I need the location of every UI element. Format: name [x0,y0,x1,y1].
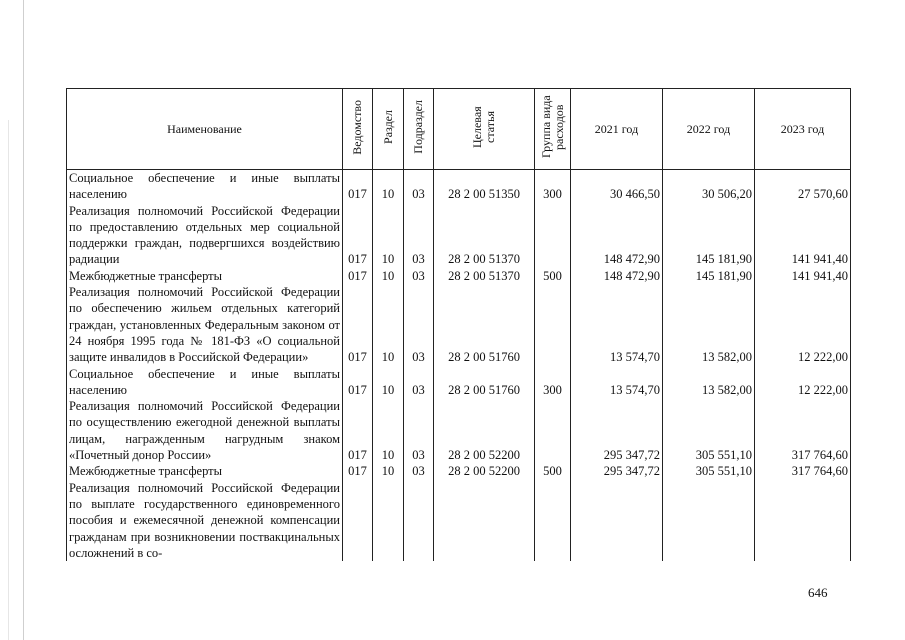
row-2022: 305 551,10 [663,398,755,463]
row-vedomstvo: 017 [343,463,373,479]
row-name: Реализация полномочий Российской Федерации по выплате государственного единовременного пособия и ежемесячной денежной компенсации гражданам при возникновении поствакцинальных осложнений в со- [67,480,343,561]
table-body [67,170,851,562]
row-vedomstvo: 017 [343,366,373,399]
row-vedomstvo: 017 [343,284,373,365]
row-2021: 13 574,70 [571,366,663,399]
row-2021: 295 347,72 [571,398,663,463]
row-gruppa [535,203,571,268]
row-podrazdel: 03 [404,463,434,479]
row-2023 [755,480,851,561]
row-podrazdel: 03 [404,366,434,399]
row-gruppa: 500 [535,268,571,284]
row-celevaya: 28 2 00 51370 [434,203,535,268]
row-vedomstvo: 017 [343,398,373,463]
table-row [67,366,851,399]
row-vedomstvo: 017 [343,203,373,268]
row-2023: 141 941,40 [755,268,851,284]
row-razdel: 10 [373,203,404,268]
header-gruppa-vida-raskhodov: Группа вида расходов [538,95,566,159]
row-name: Социальное обеспечение и иные выплаты населению [67,170,343,203]
row-razdel: 10 [373,284,404,365]
row-podrazdel: 03 [404,284,434,365]
row-2021: 30 466,50 [571,170,663,203]
row-celevaya: 28 2 00 52200 [434,398,535,463]
row-celevaya: 28 2 00 51350 [434,170,535,203]
header-2023: 2023 год [755,89,851,170]
header-2022: 2022 год [663,89,755,170]
row-razdel [373,480,404,561]
header-podrazdel: Подраздел [411,100,425,154]
row-celevaya: 28 2 00 51760 [434,366,535,399]
budget-table [66,88,851,561]
row-2021: 148 472,90 [571,268,663,284]
header-vedomstvo: Ведомство [350,99,364,155]
page-number: 646 [808,585,828,600]
row-podrazdel: 03 [404,203,434,268]
row-name: Межбюджетные трансферты [67,463,343,479]
table-row [67,170,851,203]
row-razdel: 10 [373,170,404,203]
row-gruppa [535,398,571,463]
row-2023: 317 764,60 [755,463,851,479]
row-razdel: 10 [373,268,404,284]
row-2022: 13 582,00 [663,284,755,365]
row-vedomstvo: 017 [343,268,373,284]
row-2021: 148 472,90 [571,203,663,268]
header-name: Наименование [67,89,343,170]
row-razdel: 10 [373,366,404,399]
row-2022: 145 181,90 [663,203,755,268]
table-header [67,89,851,170]
row-2022: 30 506,20 [663,170,755,203]
header-razdel: Раздел [380,110,395,144]
row-2021: 13 574,70 [571,284,663,365]
row-celevaya: 28 2 00 51760 [434,284,535,365]
row-2022: 145 181,90 [663,268,755,284]
row-gruppa: 500 [535,463,571,479]
row-celevaya [434,480,535,561]
row-gruppa [535,284,571,365]
scan-margin-line [8,120,9,640]
row-name: Реализация полномочий Российской Федерации по обеспечению жильем отдельных категорий граждан, установленных Федеральным законом от 24 ноября 1995 года № 181-ФЗ «О социальной защите инвалидов в Российской Федерации» [67,284,343,365]
table-row [67,203,851,268]
table-row [67,480,851,561]
row-podrazdel [404,480,434,561]
scan-margin-line [23,0,24,640]
row-vedomstvo [343,480,373,561]
row-2023: 12 222,00 [755,366,851,399]
row-razdel: 10 [373,463,404,479]
header-celevaya-statya: Целевая статья [470,106,497,148]
row-name: Реализация полномочий Российской Федерации по предоставлению отдельных мер социальной поддержки граждан, подвергшихся воздействию радиации [67,203,343,268]
row-2022 [663,480,755,561]
row-2023: 12 222,00 [755,284,851,365]
row-celevaya: 28 2 00 52200 [434,463,535,479]
row-2023: 27 570,60 [755,170,851,203]
header-2021: 2021 год [571,89,663,170]
row-name: Социальное обеспечение и иные выплаты населению [67,366,343,399]
row-gruppa: 300 [535,366,571,399]
row-razdel: 10 [373,398,404,463]
row-2022: 305 551,10 [663,463,755,479]
table-row [67,284,851,365]
row-2021 [571,480,663,561]
table-row [67,398,851,463]
row-podrazdel: 03 [404,398,434,463]
row-podrazdel: 03 [404,170,434,203]
row-podrazdel: 03 [404,268,434,284]
row-2021: 295 347,72 [571,463,663,479]
row-2022: 13 582,00 [663,366,755,399]
row-vedomstvo: 017 [343,170,373,203]
row-2023: 141 941,40 [755,203,851,268]
table-row [67,268,851,284]
row-celevaya: 28 2 00 51370 [434,268,535,284]
row-name: Межбюджетные трансферты [67,268,343,284]
row-name: Реализация полномочий Российской Федерации по осуществлению ежегодной денежной выплаты лицам, награжденным нагрудным знаком «Почетный донор России» [67,398,343,463]
row-2023: 317 764,60 [755,398,851,463]
row-gruppa [535,480,571,561]
table-row [67,463,851,479]
row-gruppa: 300 [535,170,571,203]
